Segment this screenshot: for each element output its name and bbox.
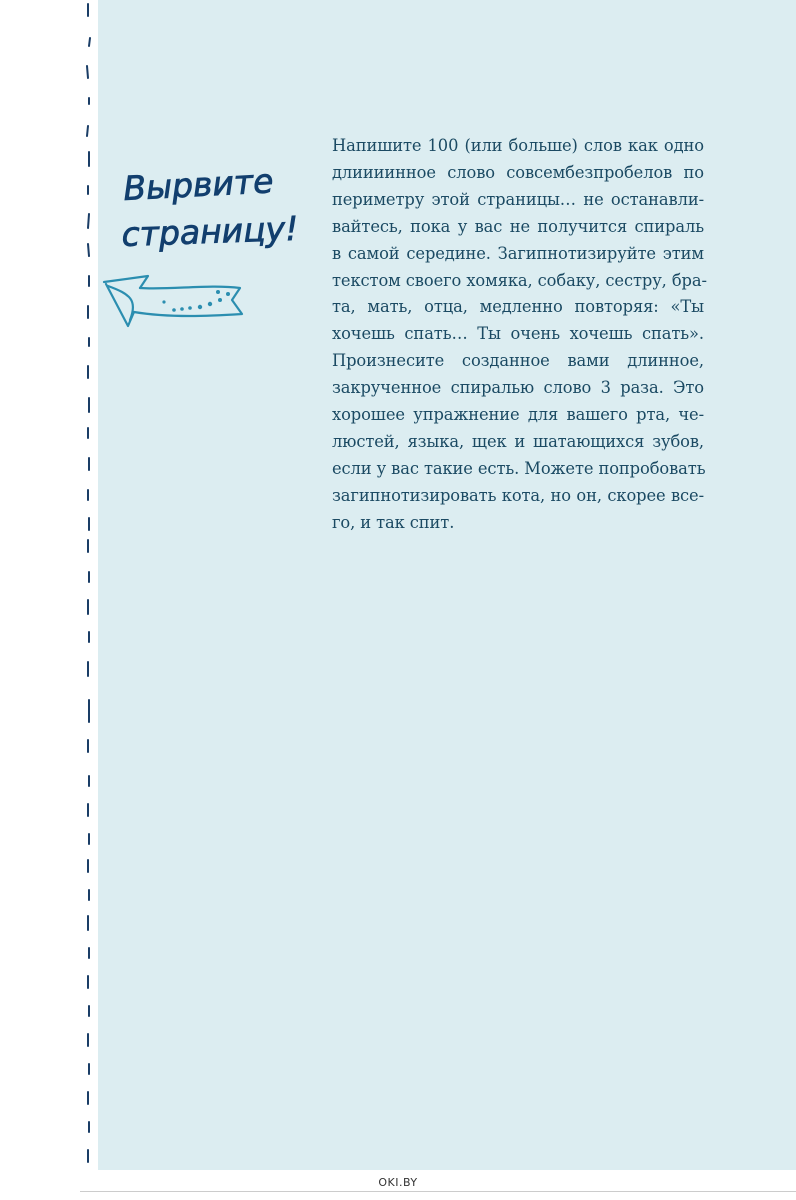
- text-line: Напишите 100 (или больше) слов как одно: [332, 136, 704, 155]
- text-line: периметру этой страницы… не останавли-: [332, 189, 704, 209]
- text-line: Произнесите созданное вами длинное,: [332, 351, 704, 371]
- text-line: хочешь спать… Ты очень хочешь спать».: [332, 324, 704, 344]
- text-line: люстей, языка, щек и шатающихся зубов,: [332, 431, 704, 451]
- text-line: если у вас такие есть. Можете попробовать: [332, 458, 706, 478]
- text-line: хорошее упражнение для вашего рта, че-: [332, 405, 704, 425]
- text-line: го, и так спит.: [332, 512, 455, 532]
- text-line: длиииинное слово совсембезпробелов по: [332, 162, 704, 182]
- instruction-text: [332, 133, 707, 537]
- text-line: вайтесь, пока у вас не получится спираль: [332, 216, 704, 236]
- heading-line-1: Вырвите: [122, 161, 275, 208]
- heading-line-2: страницу!: [120, 208, 299, 254]
- text-line: текстом своего хомяка, собаку, сестру, бра-: [332, 270, 707, 290]
- footer-divider: [80, 1191, 796, 1192]
- handwritten-heading: [120, 160, 320, 260]
- text-line: загипнотизировать кота, но он, скорее все-: [332, 485, 704, 505]
- perforation-line: [80, 0, 98, 1170]
- text-line: та, мать, отца, медленно повторяя: «Ты: [332, 297, 704, 317]
- watermark: OKI.BY: [378, 1176, 418, 1189]
- text-line: закрученное спиралью слово 3 раза. Это: [332, 378, 704, 398]
- text-line: в самой середине. Загипнотизируйте этим: [332, 243, 704, 263]
- arrow-icon: [100, 270, 250, 330]
